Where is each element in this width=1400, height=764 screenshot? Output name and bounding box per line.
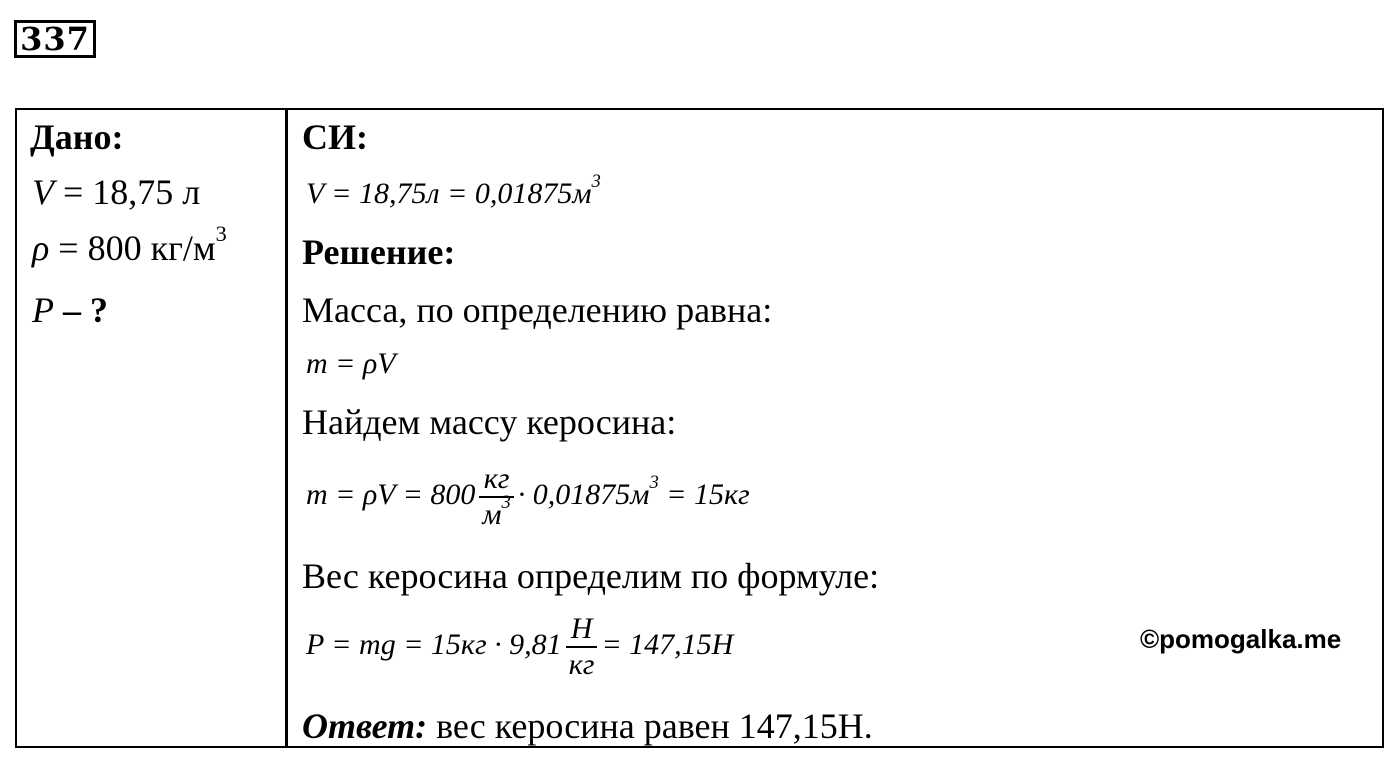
solution-heading: Решение: bbox=[302, 232, 456, 272]
given-density-exponent: 3 bbox=[215, 221, 227, 247]
solution-line-find-mass: Найдем массу керосина: bbox=[302, 402, 677, 442]
solution-line-weight-formula: Вес керосина определим по формуле: bbox=[302, 556, 880, 596]
given-density bbox=[32, 221, 227, 268]
formula-mass-calculation bbox=[306, 464, 750, 530]
formula-mass-calc-left: m = ρV = 800 bbox=[306, 477, 476, 511]
si-formula-exponent: 3 bbox=[591, 171, 601, 193]
formula-mass: m = ρV bbox=[306, 347, 396, 380]
given-weight-unknown: – ? bbox=[54, 290, 108, 330]
given-volume-symbol: V bbox=[32, 172, 54, 212]
given-weight-symbol: P bbox=[32, 290, 54, 330]
fraction-density-denominator-exponent: 3 bbox=[501, 492, 511, 514]
fraction-density-denominator bbox=[479, 492, 513, 531]
fraction-g-denominator: кг bbox=[568, 648, 595, 681]
formula-weight-calc-left: P = mg = 15кг · 9,81 bbox=[306, 627, 562, 661]
fraction-density-denominator-base: м bbox=[482, 498, 502, 531]
fraction-g-numerator: Н bbox=[566, 614, 598, 648]
fraction-density-unit bbox=[479, 464, 513, 530]
formula-weight-calculation bbox=[306, 614, 733, 680]
given-density-value: = 800 кг/м bbox=[49, 228, 216, 268]
watermark: ©pomogalka.me bbox=[1140, 624, 1342, 654]
si-formula-text: V = 18,75л = 0,01875м bbox=[306, 177, 592, 210]
si-conversion-formula bbox=[306, 171, 601, 214]
formula-mass-calc-result: = 15кг bbox=[658, 477, 750, 511]
formula-mass-calc-volume: · 0,01875м bbox=[517, 477, 650, 511]
problem-number: 337 bbox=[14, 20, 96, 58]
given-density-symbol: ρ bbox=[32, 228, 50, 268]
si-heading: СИ: bbox=[302, 117, 368, 157]
fraction-g-unit bbox=[566, 614, 598, 680]
formula-mass-calc-volume-exponent: 3 bbox=[649, 472, 659, 494]
answer-line bbox=[302, 706, 873, 746]
given-weight bbox=[32, 290, 108, 330]
given-heading: Дано: bbox=[30, 117, 124, 157]
given-volume bbox=[32, 172, 200, 212]
column-divider bbox=[285, 108, 288, 748]
fraction-density-numerator: кг bbox=[479, 464, 513, 498]
solution-line-mass-definition: Масса, по определению равна: bbox=[302, 290, 773, 330]
given-volume-value: = 18,75 л bbox=[54, 172, 201, 212]
answer-text: вес керосина равен 147,15Н. bbox=[427, 706, 873, 746]
answer-label: Ответ: bbox=[302, 706, 428, 746]
formula-weight-calc-result: = 147,15Н bbox=[601, 627, 734, 661]
